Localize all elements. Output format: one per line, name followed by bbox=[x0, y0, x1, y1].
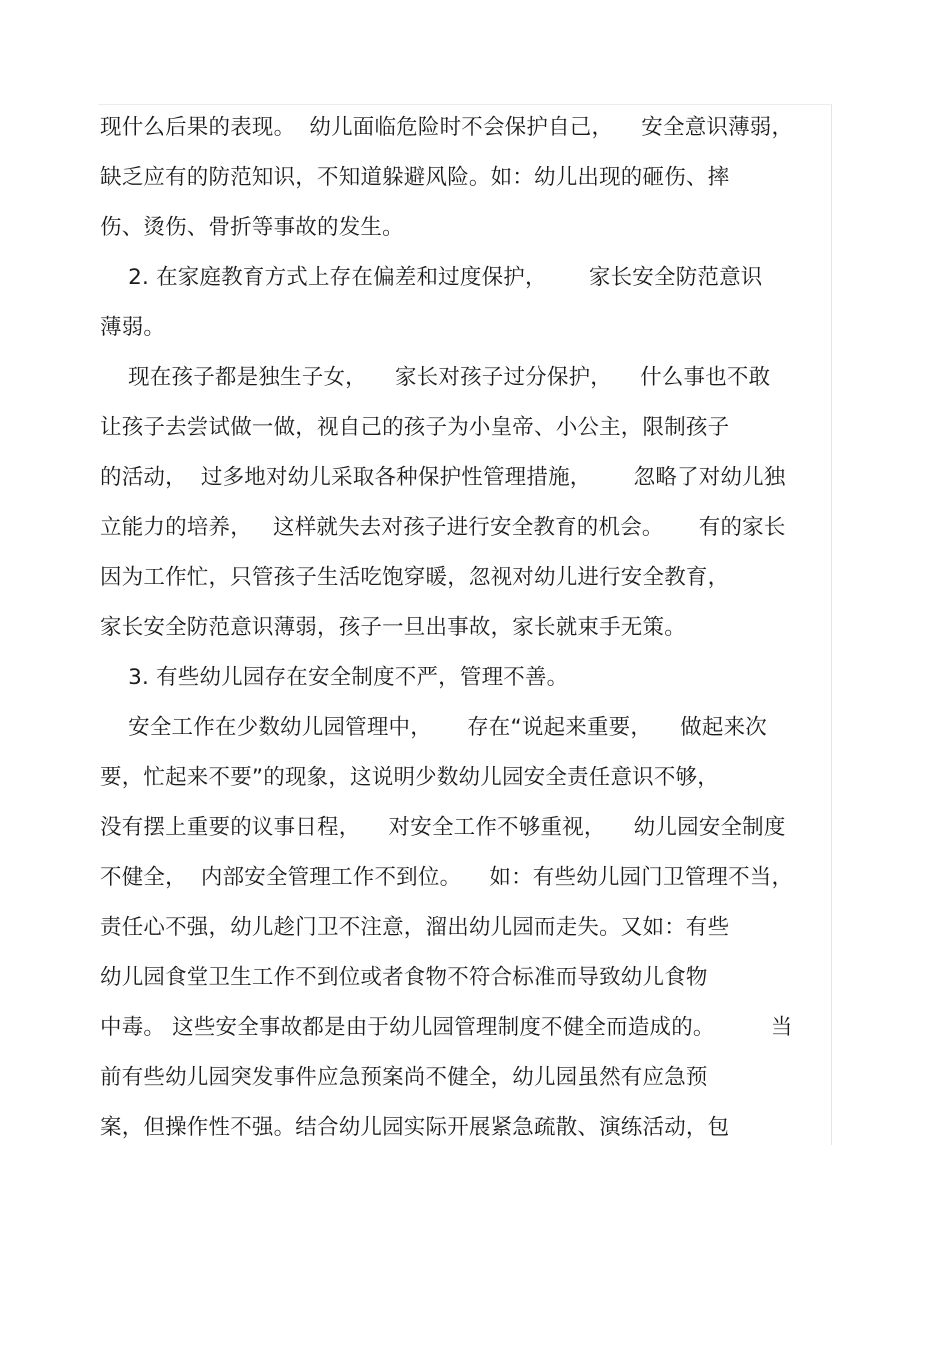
text-line: 责任心不强，幼儿趁门卫不注意，溜出幼儿园而走失。又如：有些 bbox=[100, 915, 730, 940]
text-line: 没有摆上重要的议事日程， 对安全工作不够重视， 幼儿园安全制度 bbox=[100, 815, 786, 840]
text-line: 幼儿园食堂卫生工作不到位或者食物不符合标准而导致幼儿食物 bbox=[100, 965, 708, 990]
text-line: 2. 在家庭教育方式上存在偏差和过度保护， 家长安全防范意识 bbox=[100, 265, 763, 290]
text-line: 3. 有些幼儿园存在安全制度不严，管理不善。 bbox=[100, 665, 569, 690]
text-line: 安全工作在少数幼儿园管理中， 存在“说起来重要， 做起来次 bbox=[100, 715, 767, 740]
text-line: 因为工作忙，只管孩子生活吃饱穿暖，忽视对幼儿进行安全教育， bbox=[100, 565, 730, 590]
text-line: 现什么后果的表现。 幼儿面临危险时不会保护自己， 安全意识薄弱， bbox=[100, 115, 794, 140]
text-line: 案，但操作性不强。结合幼儿园实际开展紧急疏散、演练活动，包 bbox=[100, 1115, 730, 1140]
text-line: 不健全， 内部安全管理工作不到位。 如：有些幼儿园门卫管理不当， bbox=[100, 865, 794, 890]
text-line: 前有些幼儿园突发事件应急预案尚不健全，幼儿园虽然有应急预 bbox=[100, 1065, 708, 1090]
text-line: 中毒。 这些安全事故都是由于幼儿园管理制度不健全而造成的。 当 bbox=[100, 1015, 793, 1040]
text-line: 家长安全防范意识薄弱，孩子一旦出事故，家长就束手无策。 bbox=[100, 615, 686, 640]
text-line: 缺乏应有的防范知识，不知道躲避风险。如：幼儿出现的砸伤、摔 bbox=[100, 165, 730, 190]
text-line: 伤、烫伤、骨折等事故的发生。 bbox=[100, 215, 404, 240]
text-line: 要，忙起来不要”的现象，这说明少数幼儿园安全责任意识不够， bbox=[100, 765, 719, 790]
text-line: 的活动， 过多地对幼儿采取各种保护性管理措施， 忽略了对幼儿独 bbox=[100, 465, 786, 490]
text-line: 让孩子去尝试做一做，视自己的孩子为小皇帝、小公主，限制孩子 bbox=[100, 415, 730, 440]
text-line: 薄弱。 bbox=[100, 315, 166, 340]
text-line: 现在孩子都是独生子女， 家长对孩子过分保护， 什么事也不敢 bbox=[100, 365, 771, 390]
text-line: 立能力的培养， 这样就失去对孩子进行安全教育的机会。 有的家长 bbox=[100, 515, 786, 540]
